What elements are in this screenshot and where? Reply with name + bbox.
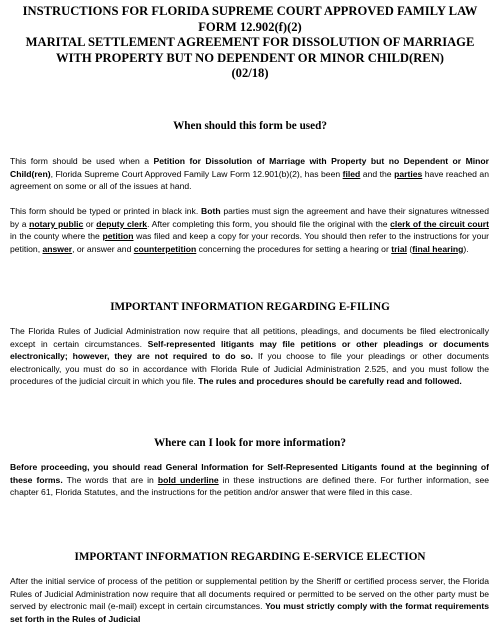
heading-e-service: IMPORTANT INFORMATION REGARDING E-SERVICE ELECTION [74, 551, 426, 563]
defined-term-final-hearing: final hearing [412, 243, 464, 254]
text: If you choose to file your pleadings or other documents electronically, you must do so in accordance with Florida Rule of Judicial Administration 2.525, and you must follow the procedures of the judicial circuit in which you file. [10, 351, 489, 387]
heading-more-information: Where can I look for more information? [153, 437, 347, 449]
text: This form should be typed or printed in black ink. [10, 206, 202, 216]
title-line-5: (02/18) [231, 66, 269, 81]
title-line-1: INSTRUCTIONS FOR FLORIDA SUPREME COURT APPROVED FAMILY LAW [22, 4, 478, 18]
paragraph-e-filing [10, 325, 489, 388]
defined-term-answer: answer [42, 243, 73, 254]
defined-term-parties: parties [394, 168, 423, 179]
defined-term-bold-underline: bold underline [157, 474, 219, 485]
heading-e-filing: IMPORTANT INFORMATION REGARDING E-FILING [110, 301, 390, 313]
paragraph-when-used [10, 155, 489, 193]
defined-term-counterpetition: counterpetition [133, 243, 197, 254]
bold-text: Before proceeding, you should read General Information for Self-Represented Litigants found at the beginning of these forms. [10, 462, 489, 485]
title-line-4: WITH PROPERTY BUT NO DEPENDENT OR MINOR CHILD(REN) [55, 50, 444, 65]
bold-text: You must strictly comply with the format requirements set forth in the Rules of Judicial [10, 601, 489, 624]
text: in these instructions are defined there. For further information, see chapter 61, Florida Statutes, and the instructions for the petition and/or answer that were filed in this case. [10, 474, 490, 498]
text: in the county where the [10, 231, 103, 242]
text: This form should be used when a [10, 156, 154, 166]
bold-text: The rules and procedures should be carefully read and followed. [198, 376, 462, 387]
text: , or answer and [72, 243, 134, 254]
defined-term-petition: petition [102, 231, 134, 242]
text: ( [406, 243, 413, 254]
defined-term-filed: filed [342, 168, 361, 179]
paragraph-more-information [10, 461, 489, 499]
text: The words that are in [62, 474, 158, 485]
defined-term-clerk-of-circuit-court: clerk of the circuit court [390, 218, 489, 229]
bold-text: Both [201, 206, 221, 216]
text: After the initial service of process of the petition or supplemental petition by the Sheriff or certified process server, the Florida Rules of Judicial Administration now require that all documents required or permitted to be served on the other party must be served by electronic mail (e-mail) except in certain circumstances. [10, 576, 489, 612]
text: have reached an agreement on some or all of the issues at hand. [10, 168, 489, 192]
text: . After completing this form, you should file the original with the [147, 218, 391, 229]
text: ). [463, 243, 469, 254]
text: parties must sign the agreement and have their signatures witnessed by a [10, 206, 489, 229]
document-title [10, 4, 490, 82]
text: The Florida Rules of Judicial Administration now require that all petitions, pleadings, and documents be filed electronically except in certain circumstances. [10, 326, 489, 349]
paragraph-e-service [10, 575, 489, 625]
text: concerning the procedures for setting a hearing or [196, 243, 392, 254]
text: and the [360, 168, 395, 179]
text: was filed and keep a copy for your records. You should then refer to the instructions for your petition, [10, 231, 489, 254]
defined-term-deputy-clerk: deputy clerk [96, 218, 148, 229]
text: , Florida Supreme Court Approved Family Law Form 12.901(b)(2), has been [50, 168, 343, 179]
defined-term-notary-public: notary public [29, 218, 84, 229]
title-line-2: FORM 12.902(f)(2) [198, 19, 302, 34]
bold-text: Self-represented litigants may file petitions or other pleadings or documents electronically; however, they are not required to do so. [10, 338, 489, 362]
heading-when-used: When should this form be used? [173, 120, 327, 132]
text: or [83, 218, 97, 229]
paragraph-filing-instructions [10, 205, 489, 255]
bold-text: Petition for Dissolution of Marriage with Property but no Dependent or Minor Child(ren) [10, 156, 489, 179]
defined-term-trial: trial [391, 243, 407, 254]
title-line-3: MARITAL SETTLEMENT AGREEMENT FOR DISSOLUTION OF MARRIAGE [25, 35, 475, 50]
